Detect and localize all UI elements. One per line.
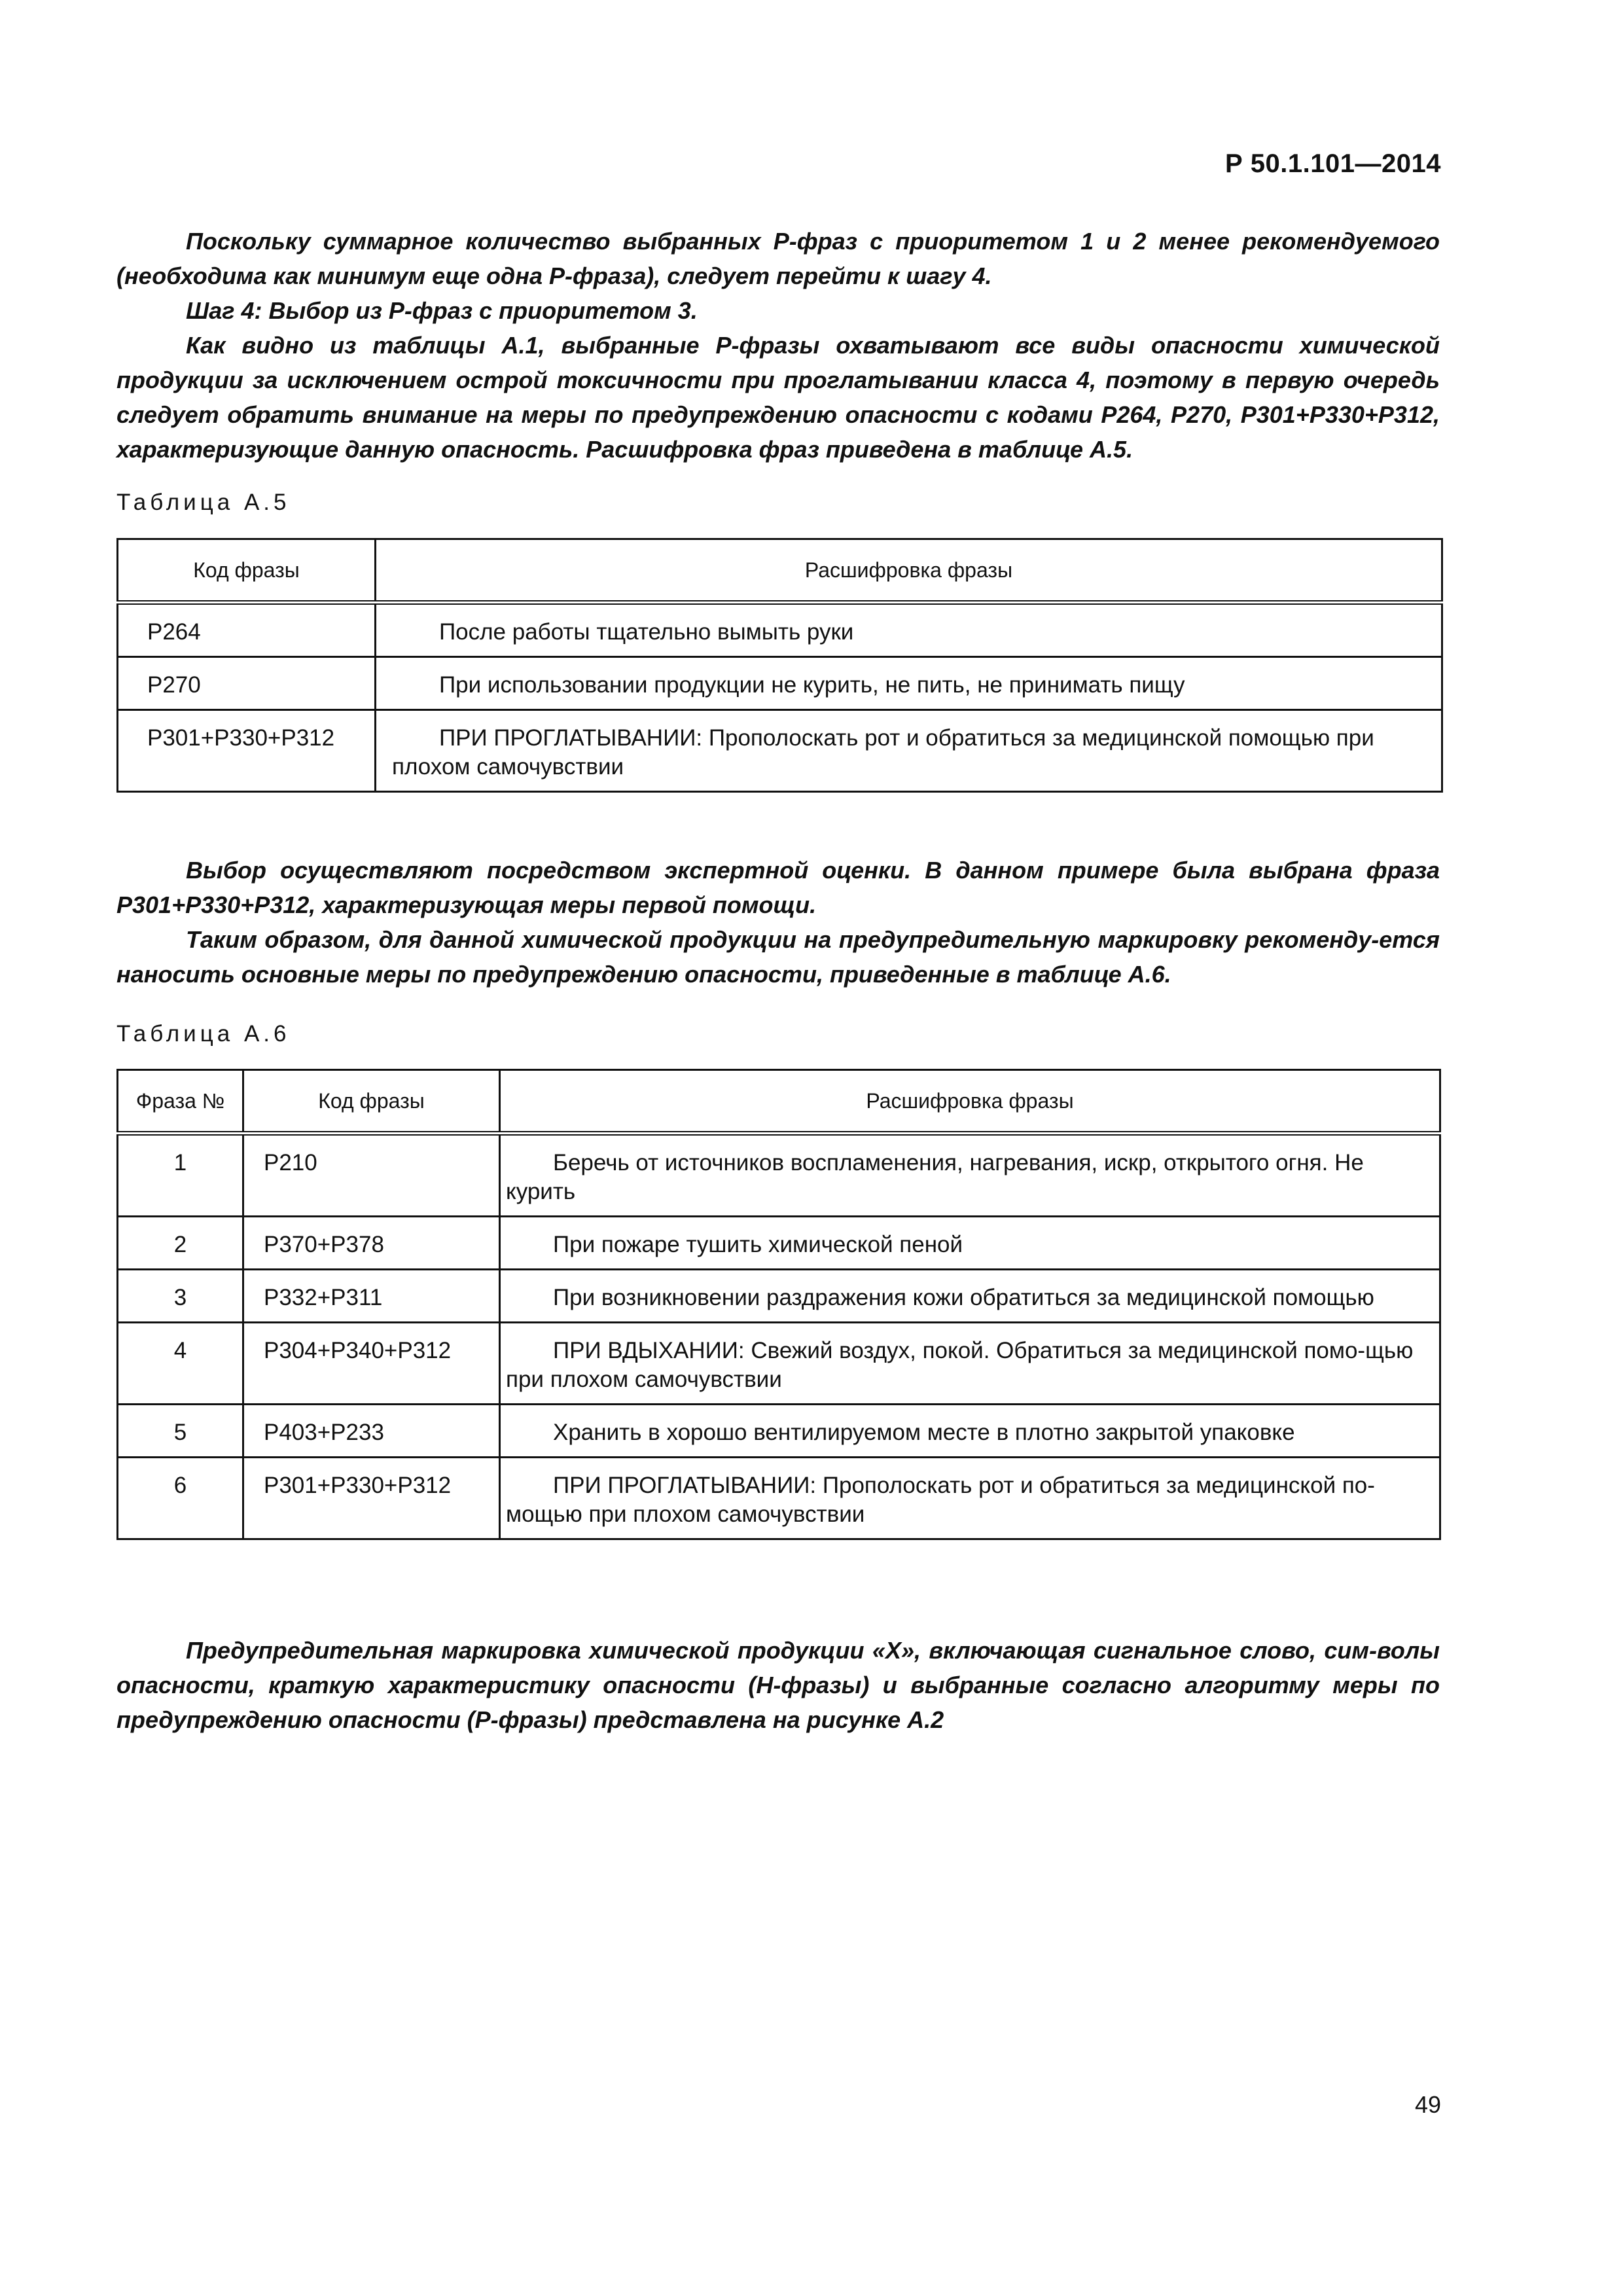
phrase-text-cell xyxy=(500,1217,1440,1270)
table-a6 xyxy=(116,1069,1441,1540)
middle-section xyxy=(116,853,1440,992)
phrase-code-cell: P370+P378 xyxy=(243,1217,500,1270)
table-row xyxy=(118,603,1442,657)
phrase-text-cell xyxy=(500,1458,1440,1539)
phrase-number-cell: 5 xyxy=(118,1405,243,1458)
phrase-text-cell xyxy=(376,657,1442,710)
closing-section xyxy=(116,1633,1440,1737)
paragraph-step-4: Шаг 4: Выбор из Р-фраз с приоритетом 3. xyxy=(186,297,698,324)
header-phrase-code: Код фразы xyxy=(118,539,376,603)
phrase-text-cell xyxy=(500,1134,1440,1217)
table-row xyxy=(118,710,1442,792)
phrase-number-cell: 6 xyxy=(118,1458,243,1539)
phrase-text: При возникновении раздражения кожи обратиться за медицинской помощью xyxy=(553,1285,1374,1310)
table-a5-caption: Таблица А.5 xyxy=(116,490,291,515)
table-header-row xyxy=(118,539,1442,603)
phrase-code-cell: P210 xyxy=(243,1134,500,1217)
phrase-text: После работы тщательно вымыть руки xyxy=(439,619,854,645)
page-number: 49 xyxy=(1414,2091,1441,2118)
phrase-code-cell: P332+P311 xyxy=(243,1270,500,1323)
phrase-text: ПРИ ПРОГЛАТЫВАНИИ: Прополоскать рот и обратиться за медицинской помощью при плохом самочувствии xyxy=(392,725,1374,780)
phrase-code-cell: P301+P330+P312 xyxy=(118,710,376,792)
table-row xyxy=(118,1217,1440,1270)
table-header-row xyxy=(118,1070,1440,1134)
phrase-text-cell xyxy=(500,1270,1440,1323)
paragraph-step-transition: Поскольку суммарное количество выбранных Р-фраз с приоритетом 1 и 2 менее рекомендуемого (необходима как минимум еще одна Р-фраза), следует перейти к шагу 4. xyxy=(116,228,1440,289)
phrase-text-cell xyxy=(500,1405,1440,1458)
phrase-number-cell: 3 xyxy=(118,1270,243,1323)
header-phrase-number: Фраза № xyxy=(118,1070,243,1134)
table-a5 xyxy=(116,538,1443,793)
table-row xyxy=(118,1134,1440,1217)
phrase-text: ПРИ ПРОГЛАТЫВАНИИ: Прополоскать рот и обратиться за медицинской по-мощью при плохом самочувствии xyxy=(506,1473,1375,1527)
table-row xyxy=(118,657,1442,710)
phrase-number-cell: 2 xyxy=(118,1217,243,1270)
document-code: Р 50.1.101—2014 xyxy=(1225,149,1441,178)
paragraph-label-figure-reference: Предупредительная маркировка химической продукции «Х», включающая сигнальное слово, сим-волы опасности, краткую характеристику опасности (Н-фразы) и выбранные согласно алгоритму меры по предупреждению опасности (Р-фразы) представлена на рисунке А.2 xyxy=(116,1637,1440,1733)
phrase-text: ПРИ ВДЫХАНИИ: Свежий воздух, покой. Обратиться за медицинской помо-щью при плохом самочувствии xyxy=(506,1338,1414,1392)
paragraph-table-a1-analysis: Как видно из таблицы А.1, выбранные Р-фразы охватывают все виды опасности химической продукции за исключением острой токсичности при проглатывании класса 4, поэтому в первую очередь следует обратить внимание на меры по предупреждению опасности с кодами P264, P270, P301+P330+P312, характеризующие данную опасность. Расшифровка фраз приведена в таблице А.5. xyxy=(116,332,1440,463)
phrase-code-cell: P301+P330+P312 xyxy=(243,1458,500,1539)
intro-section xyxy=(116,224,1440,467)
phrase-code-cell: P304+P340+P312 xyxy=(243,1323,500,1405)
header-phrase-decoding: Расшифровка фразы xyxy=(376,539,1442,603)
table-row xyxy=(118,1458,1440,1539)
phrase-text: При использовании продукции не курить, не пить, не принимать пищу xyxy=(439,672,1185,698)
paragraph-expert-selection: Выбор осуществляют посредством экспертной оценки. В данном примере была выбрана фраза P301+P330+P312, характеризующая меры первой помощи. xyxy=(116,857,1440,918)
paragraph-recommendation: Таким образом, для данной химической продукции на предупредительную маркировку рекоменду-ется наносить основные меры по предупреждению опасности, приведенные в таблице А.6. xyxy=(116,926,1440,988)
phrase-text: Хранить в хорошо вентилируемом месте в плотно закрытой упаковке xyxy=(553,1420,1295,1445)
phrase-text-cell xyxy=(376,710,1442,792)
table-a6-caption: Таблица А.6 xyxy=(116,1021,291,1047)
phrase-code-cell: P264 xyxy=(118,603,376,657)
phrase-text-cell xyxy=(500,1323,1440,1405)
phrase-code-cell: P270 xyxy=(118,657,376,710)
phrase-text: Беречь от источников воспламенения, нагревания, искр, открытого огня. Не курить xyxy=(506,1150,1364,1204)
phrase-text: При пожаре тушить химической пеной xyxy=(553,1232,963,1257)
table-row xyxy=(118,1405,1440,1458)
phrase-text-cell xyxy=(376,603,1442,657)
table-row xyxy=(118,1270,1440,1323)
header-phrase-code: Код фразы xyxy=(243,1070,500,1134)
table-row xyxy=(118,1323,1440,1405)
header-phrase-decoding: Расшифровка фразы xyxy=(500,1070,1440,1134)
phrase-code-cell: P403+P233 xyxy=(243,1405,500,1458)
phrase-number-cell: 4 xyxy=(118,1323,243,1405)
phrase-number-cell: 1 xyxy=(118,1134,243,1217)
